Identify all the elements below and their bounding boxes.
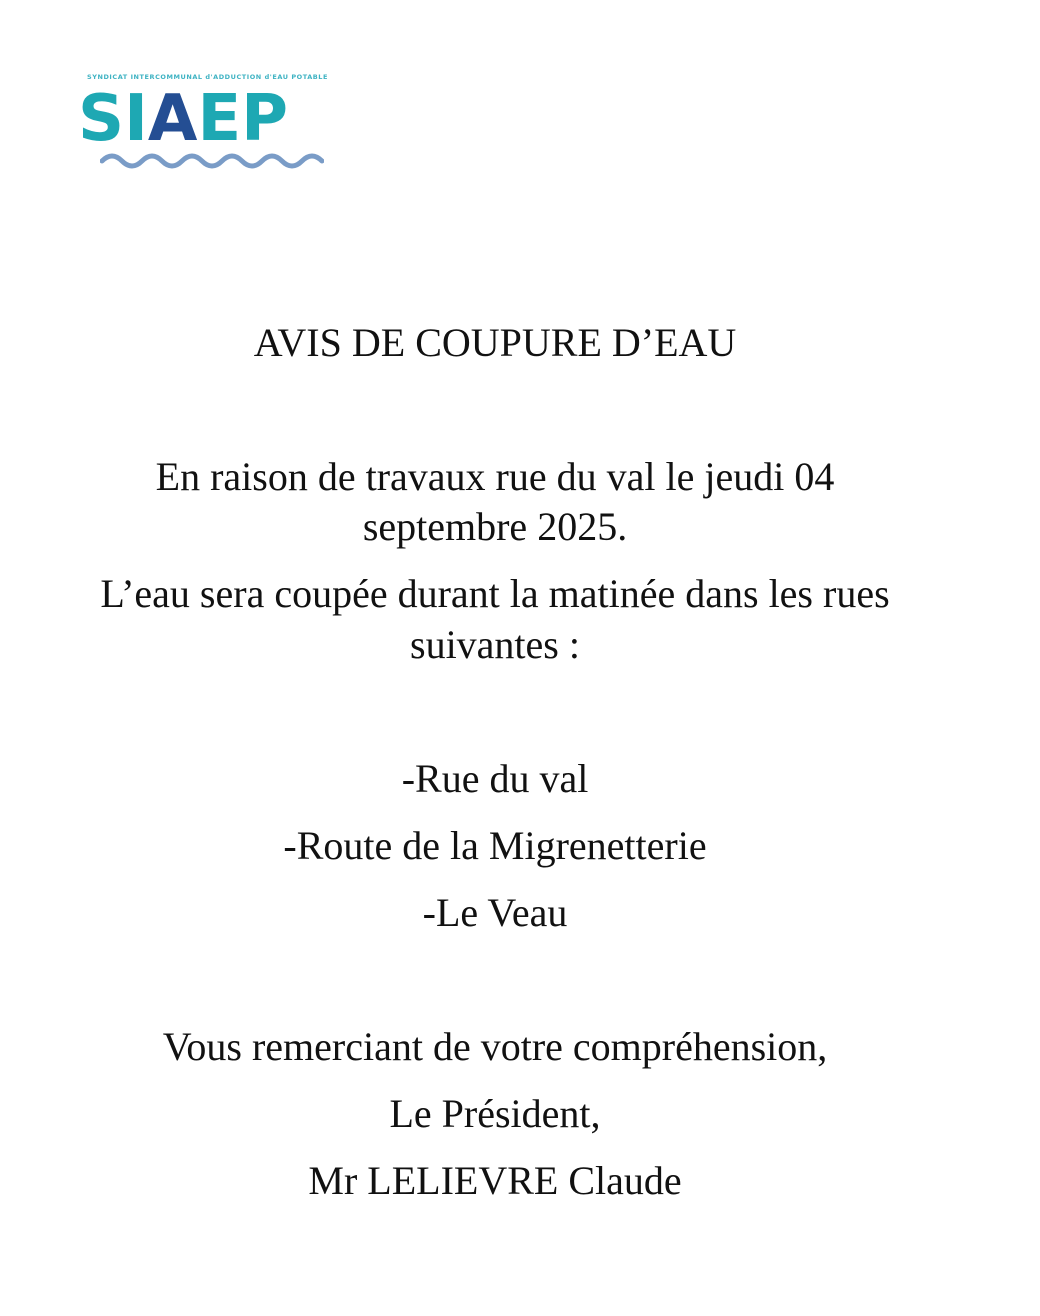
cut-line-1: L’eau sera coupée durant la matinée dans les rues xyxy=(100,571,890,616)
intro-line-1: En raison de travaux rue du val le jeudi 04 xyxy=(155,454,835,499)
intro-line-2: septembre 2025. xyxy=(362,504,628,549)
logo-wordmark xyxy=(78,82,288,156)
siaep-logo xyxy=(78,70,360,176)
signatory-name: Mr LELIEVRE Claude xyxy=(308,1158,682,1203)
thanks-line: Vous remerciant de votre compréhension, xyxy=(162,1024,828,1069)
logo-subtitle: SYNDICAT INTERCOMMUNAL d'ADDUCTION d'EAU POTABLE xyxy=(87,73,328,81)
notice-title: AVIS DE COUPURE D’EAU xyxy=(253,320,737,365)
logo-wordmark-ep: EP xyxy=(197,82,289,156)
street-item: -Le Veau xyxy=(422,890,568,935)
wave-icon xyxy=(100,146,324,172)
signatory-role: Le Président, xyxy=(389,1091,601,1136)
cut-line-2: suivantes : xyxy=(410,622,580,667)
logo-wordmark-si: SI xyxy=(78,82,148,156)
street-item: -Route de la Migrenetterie xyxy=(283,823,707,868)
logo-wordmark-a: A xyxy=(147,82,198,156)
street-item: -Rue du val xyxy=(401,756,589,801)
